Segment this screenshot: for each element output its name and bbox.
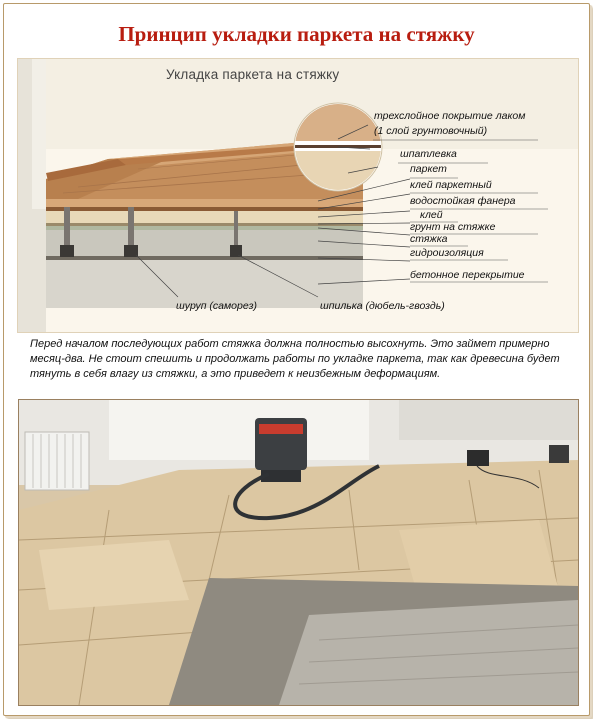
label-screw: шуруп (саморез): [176, 300, 257, 312]
diagram-heading: Укладка паркета на стяжку: [166, 67, 340, 82]
layer-label-plywood: водостойкая фанера: [410, 195, 516, 207]
caption-text: Перед началом последующих работ стяжка должна полностью высохнуть. Это займет примерно месяц-два. Не стоит спешить и продолжать работы по укладке паркета, так как древесина будет тянуть в себя влагу из стяжки, а это приведет к неизбежным деформациям.: [30, 338, 560, 380]
layer-label-screed-primer: грунт на стяжке: [410, 221, 496, 233]
layer-label-waterproofing: гидроизоляция: [410, 247, 484, 259]
layer-label-glue: клей: [420, 209, 443, 221]
layer-label-concrete: бетонное перекрытие: [410, 269, 525, 281]
layer-diagram: [17, 58, 579, 333]
layer-label-parquet: паркет: [410, 163, 447, 175]
photo-drawing: [19, 400, 578, 705]
work-photo: [18, 399, 579, 706]
layer-label-putty: шпатлевка: [400, 148, 457, 160]
layer-label-primer: (1 слой грунтовочный): [374, 125, 488, 137]
label-dowel: шпилька (дюбель-гвоздь): [320, 300, 445, 312]
layer-label-screed: стяжка: [410, 233, 448, 245]
page-title: Принцип укладки паркета на стяжку: [118, 22, 475, 46]
layer-label-lacquer: трехслойное покрытие лаком: [374, 110, 526, 122]
layer-label-parquet-glue: клей паркетный: [410, 179, 492, 191]
